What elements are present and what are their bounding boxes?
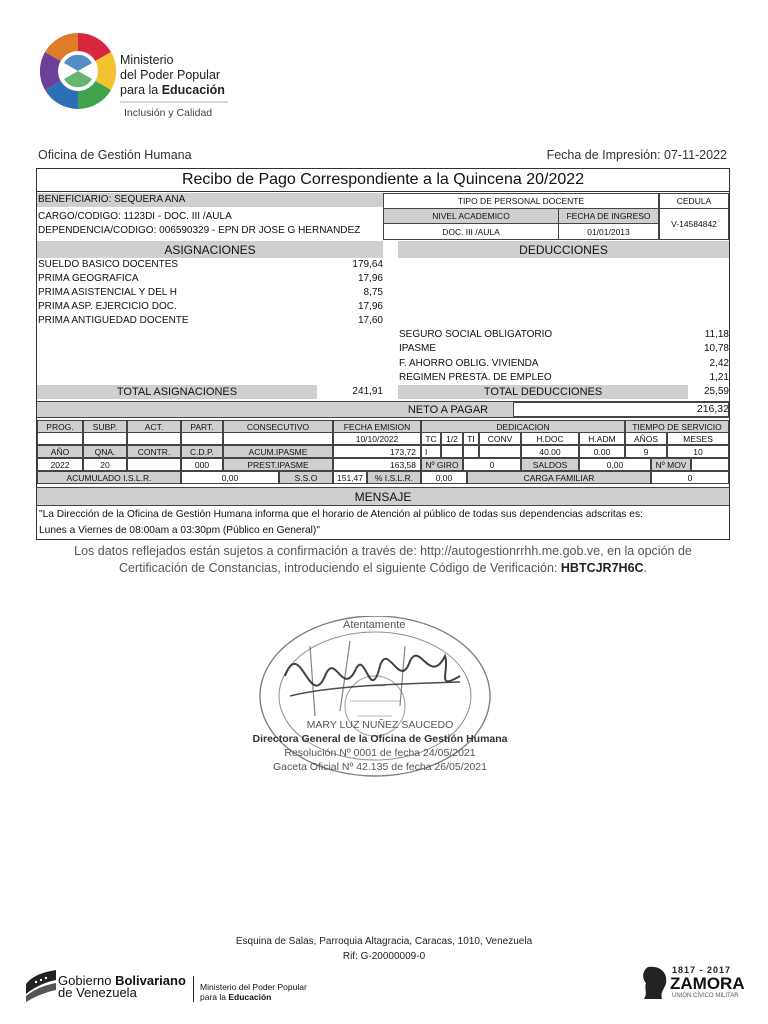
deduccion-label: SEGURO SOCIAL OBLIGATORIO [399, 329, 553, 340]
sso-value: 151,47 [333, 471, 367, 484]
conv-header: CONV [479, 432, 521, 445]
tc-header: TC [421, 432, 441, 445]
nivel-academico-header: NIVEL ACADEMICO [383, 208, 559, 224]
contr-header: CONTR. [127, 445, 181, 458]
cargo: CARGO/CODIGO: 1123DI - DOC. III /AULA [38, 211, 232, 222]
asignacion-value: 17,96 [357, 273, 383, 284]
ano-value: 2022 [37, 458, 83, 471]
ministry-line-2: del Poder Popular [120, 68, 221, 82]
deduccion-label: REGIMEN PRESTA. DE EMPLEO [399, 372, 552, 383]
mov-header: Nº MOV [651, 458, 691, 471]
footer-ministry-line-1: Ministerio del Poder Popular [200, 982, 307, 992]
footer-address [0, 934, 768, 964]
asignacion-label: SUELDO BASICO DOCENTES [38, 259, 179, 270]
address-line: Esquina de Salas, Parroquia Altagracia, Caracas, 1010, Venezuela [235, 936, 533, 947]
deducciones-header: DEDUCCIONES [398, 241, 729, 258]
footer-ministry-line-2-bold: Educación [228, 992, 272, 1002]
mensaje-line-1: "La Dirección de la Oficina de Gestión Humana informa que el horario de Atención al público de todas sus dependencias adscritas es: [39, 509, 643, 520]
tiempo-servicio-header: TIEMPO DE SERVICIO [625, 420, 729, 433]
mensaje-header: MENSAJE [37, 487, 729, 506]
saldos-value: 0,00 [579, 458, 651, 471]
closing-atentamente: Atentamente [343, 619, 406, 631]
nivel-academico-value: DOC. III /AULA [383, 223, 559, 240]
fecha-ingreso-value: 01/01/2013 [558, 223, 659, 240]
notice-line-2-end: . [643, 561, 648, 575]
tc-value: I [421, 445, 441, 458]
payment-receipt [36, 168, 730, 540]
gob-line-1: Gobierno [58, 973, 116, 988]
asignacion-value: 8,75 [363, 287, 383, 298]
cedula-header: CEDULA [659, 193, 729, 209]
anos-value: 9 [625, 445, 667, 458]
ministry-tagline: Inclusión y Calidad [124, 107, 213, 119]
subp-header: SUBP. [83, 420, 127, 433]
hdoc-header: H.DOC [521, 432, 579, 445]
fecha-emision-value: 10/10/2022 [333, 432, 421, 445]
hadm-header: H.ADM [579, 432, 625, 445]
prog-header: PROG. [37, 420, 83, 433]
gob-line-2: de Venezuela [58, 985, 137, 1000]
part-header: PART. [181, 420, 223, 433]
ministry-name [120, 53, 225, 98]
contr-value [127, 458, 181, 471]
ano-header: AÑO [37, 445, 83, 458]
gob-line-1-bold: Bolivariano [115, 973, 186, 988]
qna-value: 20 [83, 458, 127, 471]
part-value [181, 432, 223, 445]
office-name: Oficina de Gestión Humana [38, 148, 192, 162]
receipt-title: Recibo de Pago Correspondiente a la Quincena 20/2022 [37, 169, 729, 192]
asignacion-value: 179,64 [352, 259, 383, 270]
carga-familiar-value: 0 [651, 471, 729, 484]
acum-ipasme-value: 173,72 [333, 445, 421, 458]
deduccion-value: 1,21 [709, 372, 729, 383]
pct-islr-value: 0,00 [421, 471, 467, 484]
mov-value [691, 458, 729, 471]
footer-ministry [200, 982, 307, 1002]
ti-value [463, 445, 479, 458]
rif-line: Rif: G-20000009-0 [342, 951, 426, 962]
gobierno-bolivariano [58, 975, 186, 999]
footer-ministry-line-2: para la [200, 992, 229, 1002]
act-value [127, 432, 181, 445]
verification-code: HBTCJR7H6C [560, 561, 644, 575]
half-value [441, 445, 463, 458]
fecha-emision-header: FECHA EMISION [333, 420, 421, 433]
signatory-name: MARY LUZ NUÑEZ SAUCEDO [306, 719, 454, 731]
gobierno-flag-icon [24, 968, 58, 1004]
hadm-value: 0.00 [579, 445, 625, 458]
zamora-years: 1817 - 2017 [672, 965, 732, 975]
qna-header: QNA. [83, 445, 127, 458]
subp-value [83, 432, 127, 445]
ministry-line-3-prefix: para la [120, 83, 162, 97]
deduccion-value: 2,42 [709, 358, 729, 369]
neto-value: 216,32 [696, 403, 729, 415]
acum-islr-value: 0,00 [181, 471, 279, 484]
asignacion-value: 17,96 [357, 301, 383, 312]
fecha-ingreso-header: FECHA DE INGRESO [558, 208, 659, 224]
half-header: 1/2 [441, 432, 463, 445]
sso-header: S.S.O [279, 471, 333, 484]
hdoc-value: 40.00 [521, 445, 579, 458]
carga-familiar-header: CARGA FAMILIAR [467, 471, 651, 484]
total-deducciones-label: TOTAL DEDUCCIONES [398, 385, 688, 399]
ministry-line-1: Ministerio [120, 53, 174, 67]
prest-ipasme-header: PREST.IPASME [223, 458, 333, 471]
deduccion-value: 11,18 [704, 329, 729, 340]
giro-value: 0 [463, 458, 521, 471]
resolution: Resolución Nº 0001 de fecha 24/05/2021 [284, 747, 476, 759]
asignacion-label: PRIMA GEOGRAFICA [38, 273, 139, 284]
consecutivo-header: CONSECUTIVO [223, 420, 333, 433]
cdp-header: C.D.P. [181, 445, 223, 458]
zamora-profile-icon [640, 965, 670, 1001]
consecutivo-value [223, 432, 333, 445]
deduccion-label: F. AHORRO OBLIG. VIVIENDA [399, 358, 539, 369]
print-date: Fecha de Impresión: 07-11-2022 [546, 148, 727, 162]
asignaciones-header: ASIGNACIONES [37, 241, 383, 258]
meses-header: MESES [667, 432, 729, 445]
act-header: ACT. [127, 420, 181, 433]
asignacion-label: PRIMA ANTIGUEDAD DOCENTE [38, 315, 189, 326]
asignacion-value: 17,60 [357, 315, 383, 326]
asignacion-label: PRIMA ASISTENCIAL Y DEL H [38, 287, 177, 298]
deduccion-value: 10,78 [703, 343, 729, 354]
zamora-name: ZAMORA [670, 974, 745, 993]
gaceta: Gaceta Oficial Nº 42.135 de fecha 26/05/2021 [273, 761, 487, 773]
deduccion-label: IPASME [399, 343, 437, 354]
cdp-value: 000 [181, 458, 223, 471]
total-asignaciones-label: TOTAL ASIGNACIONES [37, 385, 317, 399]
pct-islr-header: % I.S.L.R. [367, 471, 421, 484]
tipo-personal-header: TIPO DE PERSONAL DOCENTE [383, 193, 659, 209]
total-deducciones-value: 25,59 [703, 386, 729, 397]
signatory-block [200, 718, 560, 774]
beneficiary: BENEFICIARIO: SEQUERA ANA [38, 194, 186, 205]
dependencia: DEPENDENCIA/CODIGO: 006590329 - EPN DR JOSE G HERNANDEZ [38, 225, 361, 236]
signatory-title: Directora General de la Oficina de Gestión Humana [252, 733, 508, 745]
zamora-sub: UNIÓN CÍVICO MILITAR [672, 993, 739, 999]
notice-line-1: Los datos reflejados están sujetos a confirmación a través de: http://autogestionrrhh.me.gob.ve, en la opción de [74, 544, 692, 558]
verification-notice [36, 543, 730, 577]
saldos-header: SALDOS [521, 458, 579, 471]
conv-value [479, 445, 521, 458]
ministry-line-3-bold: Educación [161, 83, 225, 97]
total-asignaciones-value: 241,91 [352, 386, 383, 397]
mensaje-line-2: Lunes a Viernes de 08:00am a 03:30pm (Público en General)" [39, 525, 320, 536]
notice-line-2: Certificación de Constancias, introduciendo el siguiente Código de Verificación: [118, 561, 561, 575]
mensaje-text [39, 507, 729, 539]
giro-header: Nº GIRO [421, 458, 463, 471]
acum-ipasme-header: ACUM.IPASME [223, 445, 333, 458]
prog-value [37, 432, 83, 445]
prest-ipasme-value: 163,58 [333, 458, 421, 471]
neto-label: NETO A PAGAR [383, 402, 513, 417]
ti-header: TI [463, 432, 479, 445]
footer-divider [193, 976, 194, 1002]
meses-value: 10 [667, 445, 729, 458]
anos-header: AÑOS [625, 432, 667, 445]
asignacion-label: PRIMA ASP. EJERCICIO DOC. [38, 301, 177, 312]
acum-islr-header: ACUMULADO I.S.L.R. [37, 471, 181, 484]
dedicacion-header: DEDICACION [421, 420, 625, 433]
cedula-value: V-14584842 [659, 208, 729, 240]
zamora-logo [640, 963, 752, 1003]
